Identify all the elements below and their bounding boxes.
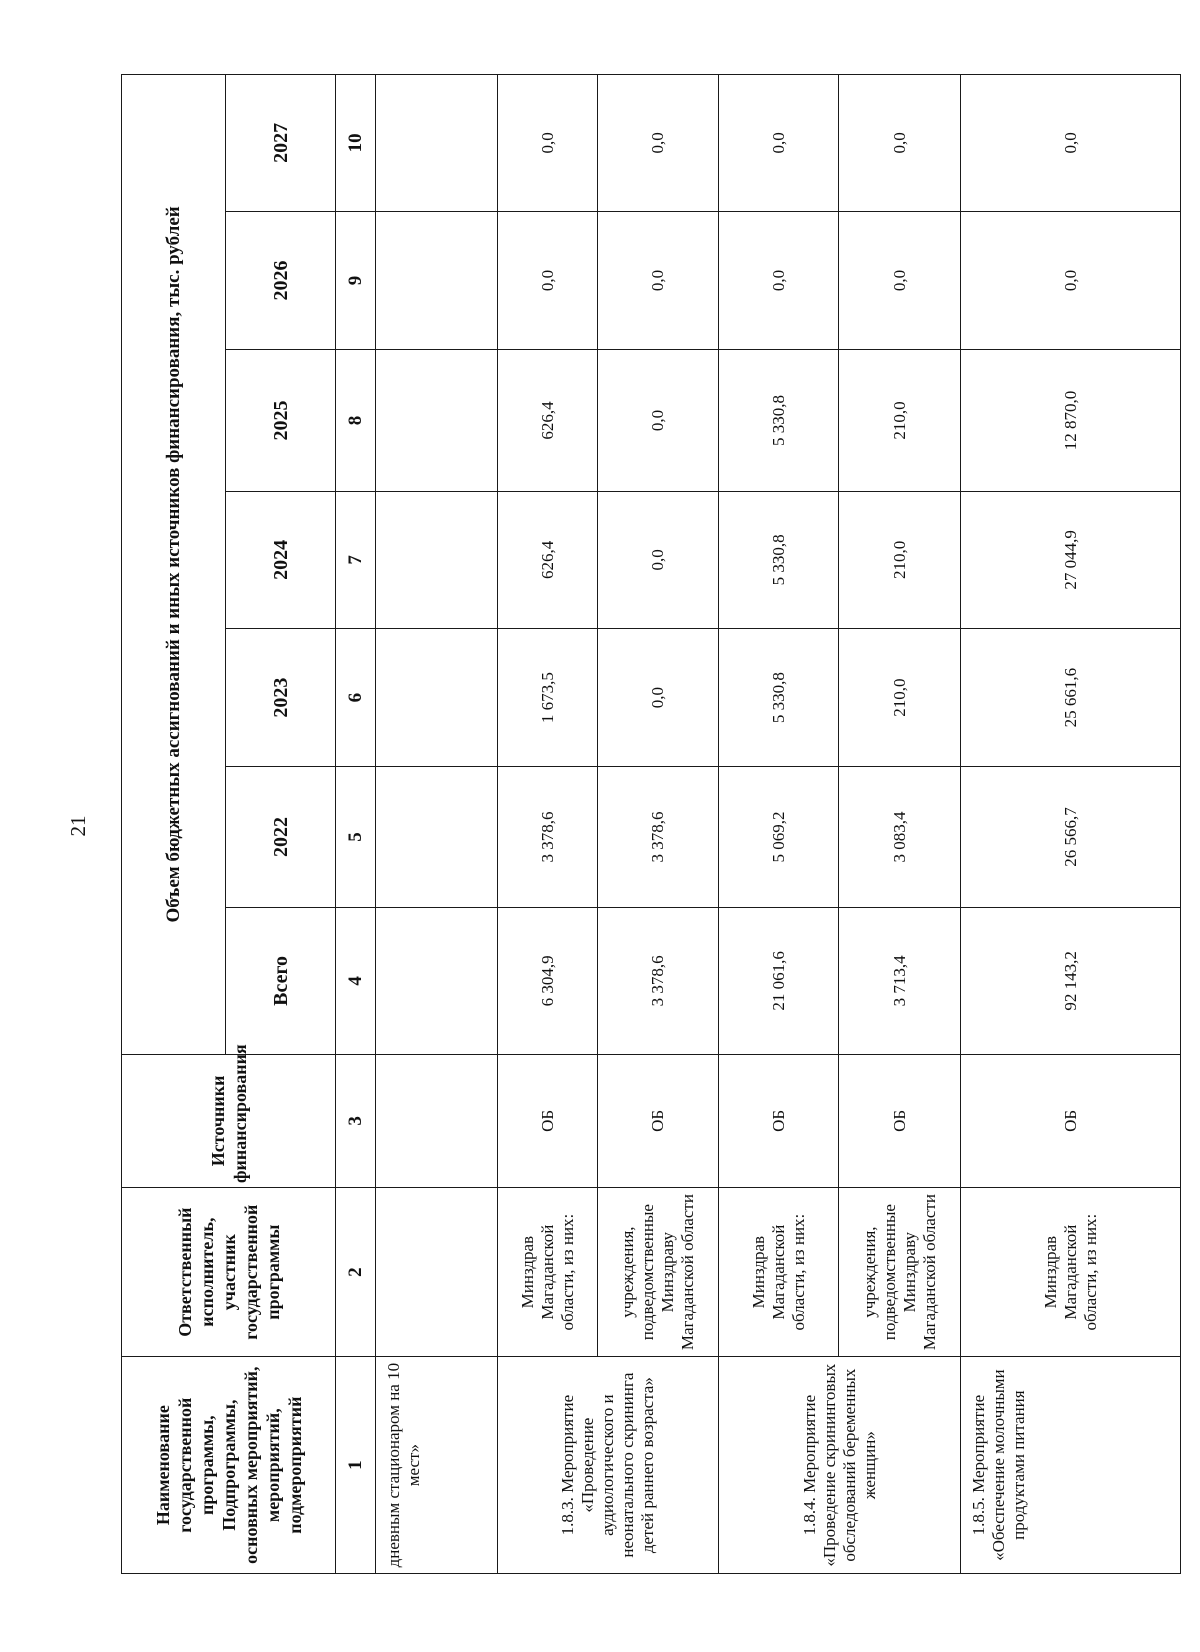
header-source: Источники финансирования xyxy=(122,1054,336,1187)
source: ОБ xyxy=(598,1054,719,1187)
source: ОБ xyxy=(961,1054,1181,1187)
value-2027: 0,0 xyxy=(961,75,1181,212)
executor: Минздрав Магаданской области, из них: xyxy=(961,1187,1181,1356)
column-number-row xyxy=(336,75,376,1574)
table-row xyxy=(839,75,961,1574)
value-2027: 0,0 xyxy=(498,75,598,212)
header-name: Наименование государственной программы, Подпрограммы, основных мероприятий, мероприятий, подмероприятий xyxy=(122,1357,336,1574)
header-year-2024: 2024 xyxy=(226,491,336,629)
event-name: 1.8.5. Мероприятие «Обеспечение молочными продуктами питания xyxy=(961,1357,1181,1574)
table-row xyxy=(376,75,498,1574)
header-year-2025: 2025 xyxy=(226,350,336,491)
page-number: 21 xyxy=(66,815,90,837)
budget-table xyxy=(121,74,1181,1574)
header-volume: Объем бюджетных ассигнований и иных источников финансирования, тыс. рублей xyxy=(122,75,226,1055)
value-total: 3 713,4 xyxy=(839,908,961,1055)
executor: Минздрав Магаданской области, из них: xyxy=(498,1187,598,1356)
value-2024: 210,0 xyxy=(839,491,961,629)
budget-table-sheet xyxy=(121,74,1181,1574)
column-number: 9 xyxy=(336,211,376,350)
executor: Минздрав Магаданской области, из них: xyxy=(719,1187,839,1356)
column-number: 1 xyxy=(336,1357,376,1574)
value-2022: 3 083,4 xyxy=(839,766,961,907)
value-2026: 0,0 xyxy=(598,211,719,350)
value-2022: 3 378,6 xyxy=(598,766,719,907)
value-2025: 12 870,0 xyxy=(961,350,1181,491)
value-2025: 0,0 xyxy=(598,350,719,491)
source: ОБ xyxy=(498,1054,598,1187)
table-row xyxy=(598,75,719,1574)
column-number: 4 xyxy=(336,908,376,1055)
value-2023: 1 673,5 xyxy=(498,629,598,767)
value-2024: 626,4 xyxy=(498,491,598,629)
value-2025: 5 330,8 xyxy=(719,350,839,491)
value-total: 6 304,9 xyxy=(498,908,598,1055)
value-total: 21 061,6 xyxy=(719,908,839,1055)
value-2025: 210,0 xyxy=(839,350,961,491)
header-year-2022: 2022 xyxy=(226,766,336,907)
value-2027: 0,0 xyxy=(839,75,961,212)
value-2022: 3 378,6 xyxy=(498,766,598,907)
value-2024: 5 330,8 xyxy=(719,491,839,629)
value-2023: 210,0 xyxy=(839,629,961,767)
column-number: 7 xyxy=(336,491,376,629)
header-year-2023: 2023 xyxy=(226,629,336,767)
column-number: 6 xyxy=(336,629,376,767)
value-2027: 0,0 xyxy=(719,75,839,212)
value-2024: 0,0 xyxy=(598,491,719,629)
value-total: 3 378,6 xyxy=(598,908,719,1055)
value-2022: 26 566,7 xyxy=(961,766,1181,907)
header-year-2027: 2027 xyxy=(226,75,336,212)
header-executor: Ответственный исполнитель, участник государственной программы xyxy=(122,1187,336,1356)
continuation-name: дневным стационаром на 10 мест» xyxy=(376,1357,498,1574)
value-2023: 25 661,6 xyxy=(961,629,1181,767)
executor: учреждения, подведомственные Минздраву Магаданской области xyxy=(839,1187,961,1356)
table-row xyxy=(961,75,1181,1574)
source: ОБ xyxy=(839,1054,961,1187)
value-2026: 0,0 xyxy=(719,211,839,350)
table-row xyxy=(498,75,598,1574)
column-number: 10 xyxy=(336,75,376,212)
table-row xyxy=(719,75,839,1574)
column-number: 5 xyxy=(336,766,376,907)
value-2023: 5 330,8 xyxy=(719,629,839,767)
event-name: 1.8.3. Мероприятие «Проведение аудиологического и неонатального скрининга детей раннего возраста» xyxy=(498,1357,719,1574)
value-2022: 5 069,2 xyxy=(719,766,839,907)
executor: учреждения, подведомственные Минздраву Магаданской области xyxy=(598,1187,719,1356)
value-2023: 0,0 xyxy=(598,629,719,767)
column-number: 2 xyxy=(336,1187,376,1356)
event-name: 1.8.4. Мероприятие «Проведение скрининговых обследований беременных женщин» xyxy=(719,1357,961,1574)
header-year-total: Всего xyxy=(226,908,336,1055)
value-2027: 0,0 xyxy=(598,75,719,212)
column-number: 8 xyxy=(336,350,376,491)
value-2026: 0,0 xyxy=(839,211,961,350)
value-2026: 0,0 xyxy=(498,211,598,350)
value-2026: 0,0 xyxy=(961,211,1181,350)
column-number: 3 xyxy=(336,1054,376,1187)
value-total: 92 143,2 xyxy=(961,908,1181,1055)
source: ОБ xyxy=(719,1054,839,1187)
value-2024: 27 044,9 xyxy=(961,491,1181,629)
header-year-2026: 2026 xyxy=(226,211,336,350)
value-2025: 626,4 xyxy=(498,350,598,491)
